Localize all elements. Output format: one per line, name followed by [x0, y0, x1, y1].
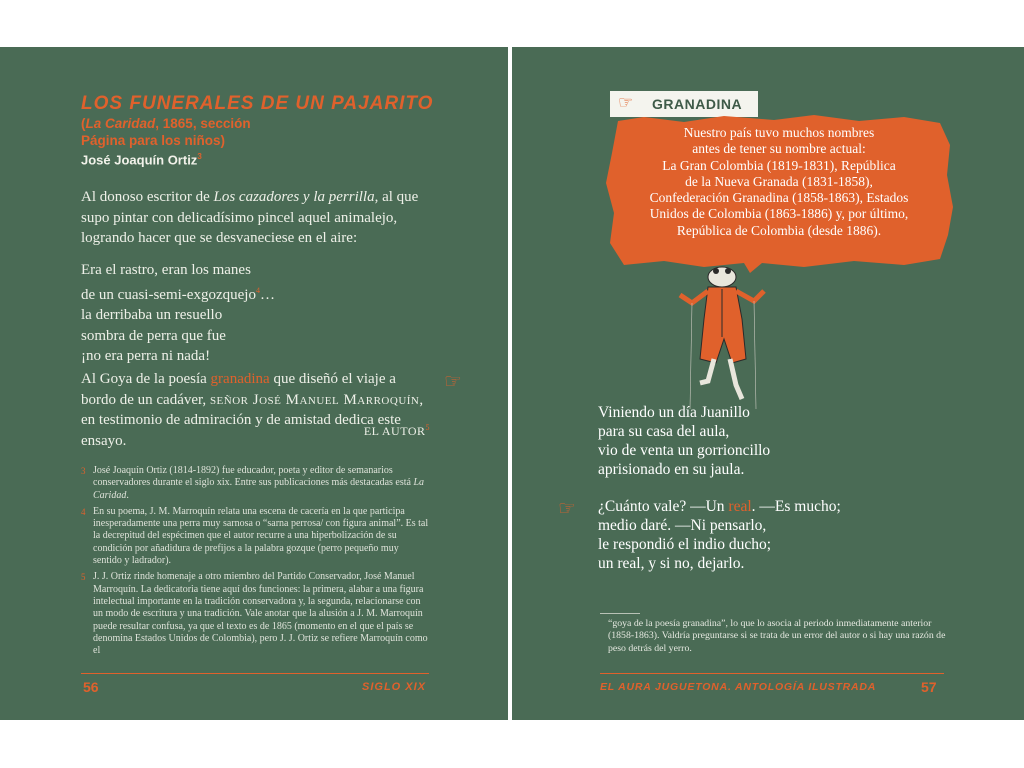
footnote	[81, 506, 429, 567]
poem-ellipsis: …	[259, 286, 275, 303]
footnote-number: 3	[81, 466, 86, 476]
signature-note-ref[interactable]: 5	[425, 423, 430, 432]
footer-rule	[600, 673, 944, 674]
glossary-link-real[interactable]: real	[728, 498, 752, 515]
left-page	[0, 47, 508, 720]
footnote-text: J. J. Ortiz rinde homenaje a otro miembro del Partido Conservador, José Manuel Marroquín. La dedicatoria tiene aquí dos funciones: la primera, alabar a una figura intelectual importante en la tradición conservadora y, la segunda, relacionarse con un modo de escritura y una tradición. Vale anotar que la alusión a J. M. Marroquín puede resultar confusa, ya que el texto es de 1865 (momento en el que el país se denomina Estados Unidos de Colombia), pero J. J. Ortiz se refiere Marroquín como el	[93, 571, 428, 657]
footnote-italic: La Caridad	[93, 477, 425, 501]
footer-rule	[81, 673, 429, 674]
bubble-line: antes de tener su nombre actual:	[692, 141, 866, 157]
glossary-tag-label: GRANADINA	[652, 96, 743, 112]
footnotes	[81, 465, 429, 661]
dedication-part3: , en testimonio de admiración y de amistad dedica este ensayo.	[81, 391, 424, 449]
frog-illustration	[672, 259, 772, 409]
footnote	[81, 465, 429, 502]
poem-stanza	[598, 403, 938, 479]
poem-line: sombra de perra que fue	[81, 327, 226, 344]
bubble-line: de la Nueva Granada (1831-1858),	[685, 173, 873, 189]
poem-line	[598, 497, 938, 516]
poem-title: LOS FUNERALES DE UN PAJARITO	[81, 93, 434, 114]
poem-line: la derribaba un resuello	[81, 307, 223, 323]
footnote-continuation: “goya de la poesía granadina”, lo que lo asocia al periodo inmediatamente anterior (1858-1863). Valdría preguntarse si se trata de un error del autor o si hay una razón de peso detrás del yerro.	[608, 618, 946, 654]
intro-paragraph	[81, 187, 431, 249]
poem-stanza	[598, 497, 938, 573]
poem-line: le respondió el indio ducho;	[598, 536, 772, 553]
main-poem	[598, 403, 938, 591]
bubble-line: Confederación Granadina (1858-1863), Estados	[649, 190, 909, 206]
dedication-part2: que diseñó el viaje a bordo de un cadáver,	[81, 371, 396, 408]
dedication-part1: Al Goya de la poesía	[81, 371, 211, 387]
intro-part2: , al que supo pintar con delicadísimo pincel aquel animalejo, logrando hacer que se desvaneciese en el aire:	[81, 189, 419, 246]
poem-line-text: de un cuasi-semi-exgozquejo	[81, 286, 256, 303]
poem-line	[81, 281, 431, 306]
footnote-text: José Joaquín Ortiz (1814-1892) fue educador, poeta y editor de semanarios conservadores durante el siglo xix. Entre sus publicaciones más destacadas está	[93, 465, 414, 489]
poem-line: un real, y si no, dejarlo.	[598, 555, 745, 572]
footnote-number: 4	[81, 506, 86, 517]
signature-text: EL AUTOR	[363, 424, 426, 438]
poem-subtitle	[81, 115, 251, 149]
signature	[364, 423, 430, 439]
poem-line: Viniendo un día Juanillo	[598, 404, 750, 421]
poem-note-ref[interactable]: 4	[255, 285, 260, 295]
page-number: 56	[83, 679, 99, 695]
intro-part1: Al donoso escritor de	[81, 189, 214, 205]
footnote-rule	[600, 613, 640, 614]
glossary-tag	[610, 91, 758, 117]
subtitle-open: (	[81, 116, 86, 131]
bubble-line: La Gran Colombia (1819-1831), República	[662, 157, 896, 173]
footnote	[81, 571, 429, 657]
poem-line: Era el rastro, eran los manes	[81, 262, 251, 278]
footnote-text: En su poema, J. M. Marroquín relata una escena de cacería en la que participa inesperadamente una perra muy sarnosa o “sarna perrosa/ con figura animal”. Es tal la decrepitud del espécimen que el autor recurre a una hiperbolización de su condición por añadidura de prefijos a la palabra gozque (perro pequeño muy sentido y ladrador).	[93, 505, 429, 567]
glossary-link-granadina[interactable]: granadina	[210, 371, 270, 387]
footnote-after: .	[126, 489, 129, 501]
poem-line-part: . —Es mucho;	[751, 498, 841, 515]
page-number: 57	[921, 679, 937, 695]
epigraph-poem	[81, 260, 431, 367]
bubble-line: Nuestro país tuvo muchos nombres	[683, 125, 875, 140]
speech-bubble-text	[624, 125, 934, 239]
pointing-hand-icon[interactable]: ☞	[558, 496, 576, 520]
running-head: EL AURA JUGUETONA. ANTOLOGÍA ILUSTRADA	[600, 681, 877, 693]
pointing-hand-icon: ☞	[618, 93, 634, 112]
subtitle-line2: Página para los niños)	[81, 133, 226, 148]
running-head: SIGLO XIX	[362, 681, 427, 693]
pointing-hand-icon[interactable]: ☞	[444, 369, 462, 393]
footnote-number: 5	[81, 572, 86, 583]
bubble-line: República de Colombia (desde 1886).	[676, 222, 882, 238]
dedication-name: señor José Manuel Marroquín	[209, 391, 420, 408]
subtitle-rest: , 1865, sección	[155, 116, 251, 131]
right-page	[512, 47, 1024, 720]
poem-line: aprisionado en su jaula.	[598, 461, 745, 478]
poem-line: ¡no era perra ni nada!	[81, 348, 211, 364]
intro-work-title: Los cazadores y la perrilla	[213, 189, 375, 205]
bubble-line: Unidos de Colombia (1863-1886) y, por último,	[649, 206, 909, 222]
author-note-ref[interactable]: 3	[197, 152, 202, 161]
subtitle-work: La Caridad	[85, 116, 156, 131]
poem-line: para su casa del aula,	[598, 423, 730, 440]
poem-line-part: ¿Cuánto vale? —Un	[598, 498, 729, 515]
poem-line: medio daré. —Ni pensarlo,	[598, 517, 767, 534]
poem-line: vio de venta un gorrioncillo	[598, 442, 771, 459]
author-name: José Joaquín Ortiz	[81, 152, 198, 168]
poem-author	[81, 152, 202, 167]
